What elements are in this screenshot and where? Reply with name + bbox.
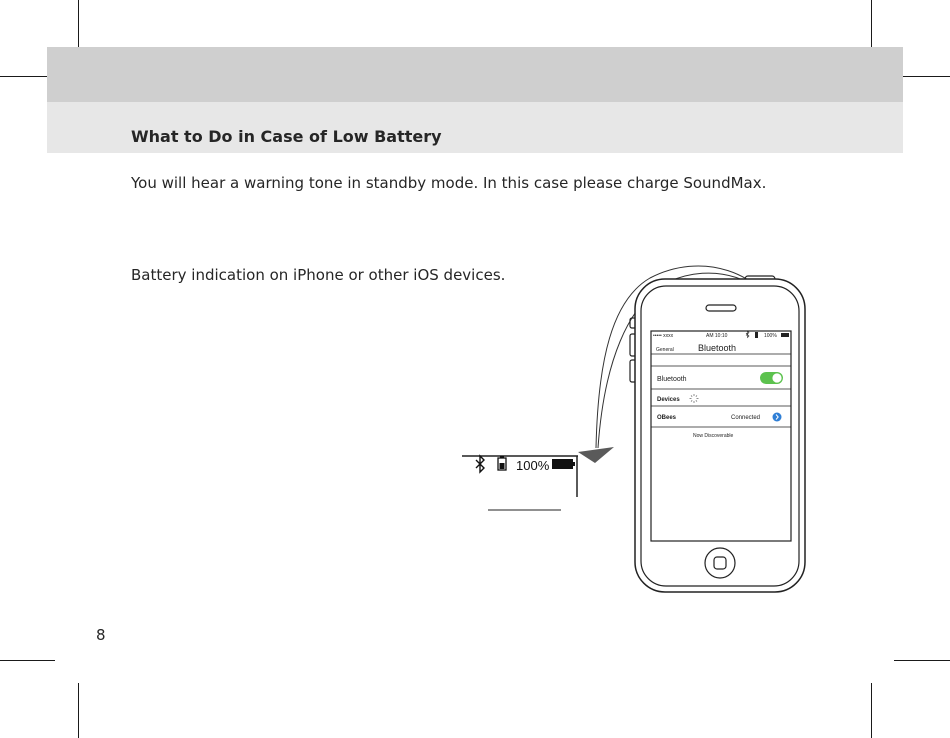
headset-battery-icon [498, 456, 506, 470]
status-battery-percent: 100% [764, 333, 777, 339]
bluetooth-icon [476, 456, 484, 472]
status-carrier: ••••• xxxx [653, 333, 674, 339]
indication-paragraph: Battery indication on iPhone or other iOS devices. [131, 266, 506, 284]
battery-full-icon [552, 459, 575, 469]
zoom-status-callout [462, 456, 578, 510]
zoom-battery-percent: 100% [516, 458, 550, 473]
nav-title: Bluetooth [698, 343, 737, 353]
discoverable-text: Now Discoverable [693, 433, 734, 439]
status-time: AM 10:10 [706, 333, 728, 339]
section-title: What to Do in Case of Low Battery [131, 127, 442, 146]
phone-screen [651, 331, 791, 541]
devices-header: Devices [657, 397, 680, 403]
status-headset-battery-icon [755, 332, 758, 338]
device-name: OBees [657, 415, 677, 421]
bluetooth-toggle[interactable] [760, 372, 783, 384]
page-number: 8 [96, 626, 106, 644]
bluetooth-row-label: Bluetooth [657, 376, 687, 383]
warning-paragraph: You will hear a warning tone in standby mode. In this case please charge SoundMax. [131, 174, 767, 192]
nav-back-button[interactable]: General [656, 347, 674, 353]
device-status: Connected [731, 415, 761, 421]
status-battery-icon [781, 333, 789, 337]
device-info-button[interactable] [773, 413, 782, 422]
